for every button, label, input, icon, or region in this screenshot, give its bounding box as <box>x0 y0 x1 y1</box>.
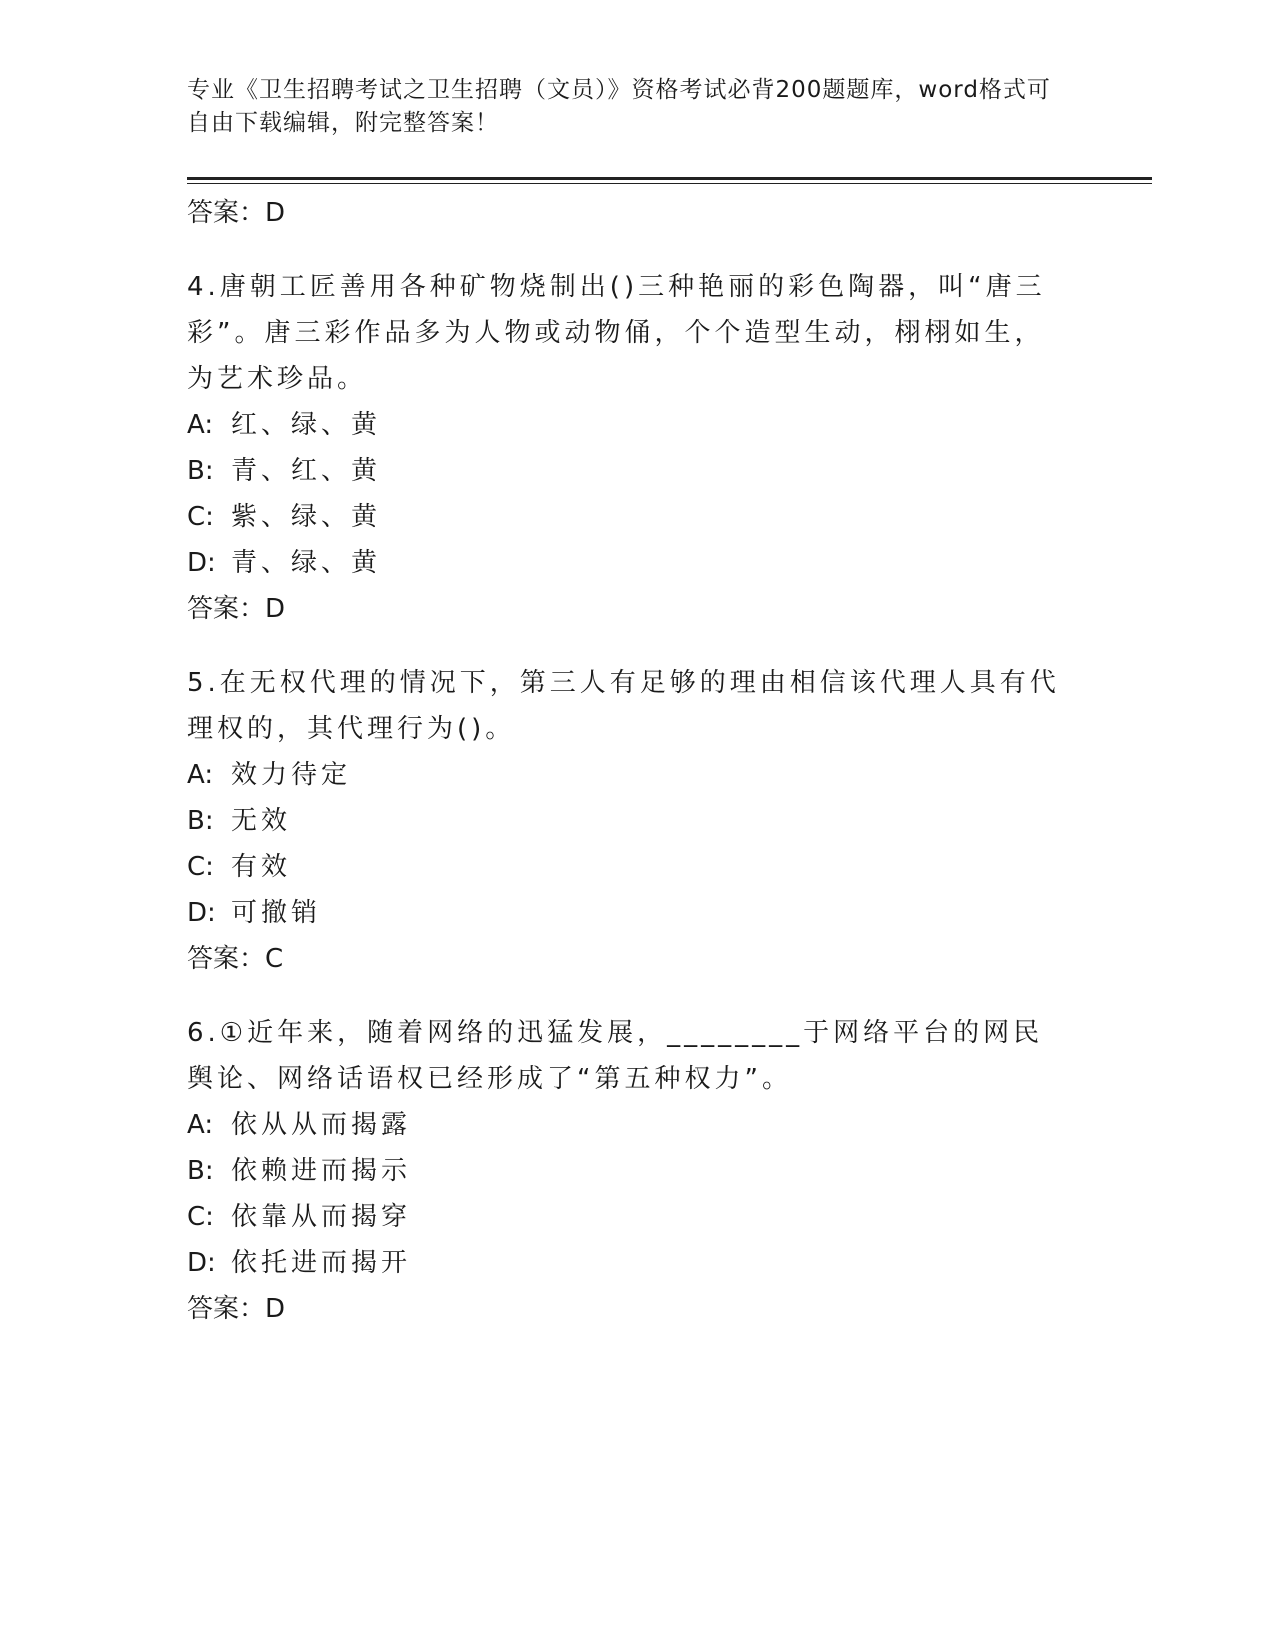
option-text: 依赖进而揭示 <box>231 1156 412 1186</box>
answer-line: 答案：D <box>187 594 286 624</box>
option-b <box>187 448 1067 494</box>
question-text: 4.唐朝工匠善用各种矿物烧制出()三种艳丽的彩色陶器，叫“唐三彩”。唐三彩作品多为人物或动物俑，个个造型生动，栩栩如生，为艺术珍品。 <box>187 272 1046 394</box>
question-block <box>187 264 1067 632</box>
option-text: 效力待定 <box>231 760 352 790</box>
question-block <box>187 660 1067 982</box>
answer-line: 答案：C <box>187 944 284 974</box>
option-key: B: <box>187 456 214 486</box>
header-rule-thin <box>187 183 1152 184</box>
option-b <box>187 1148 1067 1194</box>
option-d <box>187 540 1067 586</box>
option-text: 依托进而揭开 <box>231 1248 412 1278</box>
answer-line: 答案：D <box>187 1294 286 1324</box>
question-text: 5.在无权代理的情况下，第三人有足够的理由相信该代理人具有代理权的，其代理行为()。 <box>187 668 1060 744</box>
option-key: B: <box>187 806 214 836</box>
option-text: 无效 <box>231 806 292 836</box>
option-b <box>187 798 1067 844</box>
option-text: 依靠从而揭穿 <box>231 1202 412 1232</box>
option-key: D: <box>187 548 216 578</box>
option-d <box>187 890 1067 936</box>
document-header: 专业《卫生招聘考试之卫生招聘（文员）》资格考试必背200题题库，word格式可自由下载编辑，附完整答案！ <box>187 77 1051 136</box>
option-text: 青、红、黄 <box>231 456 382 486</box>
question-block <box>187 1010 1067 1332</box>
option-key: A: <box>187 410 214 440</box>
option-key: D: <box>187 898 216 928</box>
option-text: 青、绿、黄 <box>231 548 382 578</box>
option-key: C: <box>187 852 214 882</box>
option-d <box>187 1240 1067 1286</box>
option-key: A: <box>187 1110 214 1140</box>
option-key: C: <box>187 1202 214 1232</box>
option-key: A: <box>187 760 214 790</box>
document-body <box>187 190 1067 1332</box>
option-a <box>187 402 1067 448</box>
answer-line: 答案：D <box>187 198 286 228</box>
option-c <box>187 1194 1067 1240</box>
option-text: 红、绿、黄 <box>231 410 382 440</box>
option-text: 依从从而揭露 <box>231 1110 412 1140</box>
option-c <box>187 844 1067 890</box>
option-a <box>187 752 1067 798</box>
question-text: 6.①近年来，随着网络的迅猛发展，________于网络平台的网民舆论、网络话语权已经形成了“第五种权力”。 <box>187 1018 1044 1094</box>
option-text: 紫、绿、黄 <box>231 502 382 532</box>
option-text: 可撤销 <box>231 898 322 928</box>
header-rule-thick <box>187 177 1152 180</box>
option-key: D: <box>187 1248 216 1278</box>
option-key: B: <box>187 1156 214 1186</box>
option-text: 有效 <box>231 852 292 882</box>
option-c <box>187 494 1067 540</box>
option-key: C: <box>187 502 214 532</box>
option-a <box>187 1102 1067 1148</box>
